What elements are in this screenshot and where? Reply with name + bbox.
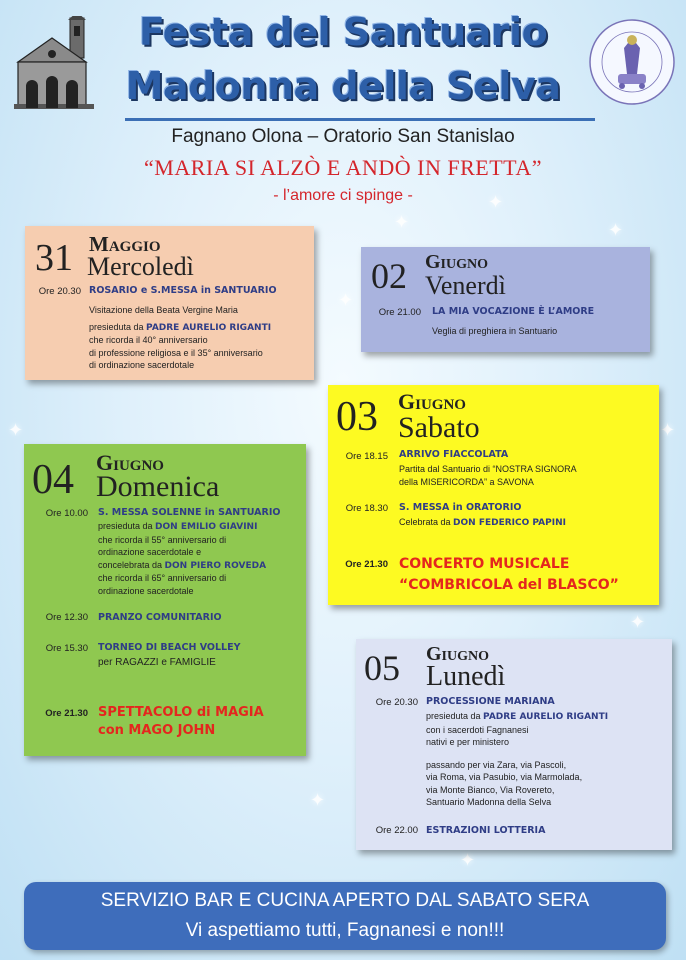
event-description <box>89 304 271 372</box>
weekday-label: Domenica <box>96 470 220 503</box>
event-time: Ore 18.15 <box>345 451 388 462</box>
event-description <box>399 516 566 530</box>
day-number: 31 <box>35 237 73 279</box>
sparkle-decoration: ✦ <box>394 212 410 233</box>
sparkle-decoration: ✦ <box>8 420 24 441</box>
title-line-2: Madonna della Selva <box>125 64 561 108</box>
tagline: - l’amore ci spinge - <box>273 187 413 204</box>
sparkle-decoration: ✦ <box>608 220 624 241</box>
event-line: di ordinazione sacerdotale <box>89 360 195 370</box>
month-label: Giugno <box>398 389 466 414</box>
subtitle-location: Fagnano Olona – Oratorio San Stanislao <box>171 126 515 147</box>
day-card-05-giugno <box>356 639 672 850</box>
event-description: Veglia di preghiera in Santuario <box>432 326 558 336</box>
event-title: LA MIA VOCAZIONE È L’AMORE <box>432 306 595 317</box>
event-line: ordinazione sacerdotale e <box>98 547 202 557</box>
event-title: S. MESSA in ORATORIO <box>399 502 522 513</box>
day-number: 04 <box>32 457 74 503</box>
event-title: TORNEO DI BEACH VOLLEY <box>98 642 241 653</box>
weekday-label: Venerdì <box>425 271 506 300</box>
month-label: Maggio <box>89 232 161 256</box>
sparkle-decoration: ✦ <box>310 790 326 811</box>
event-line: che ricorda il 55° anniversario di <box>98 534 227 545</box>
day-card-02-giugno <box>361 247 650 352</box>
event-title: ROSARIO e S.MESSA in SANTUARIO <box>89 285 277 296</box>
event-description <box>399 463 577 488</box>
day-card-03-giugno <box>328 385 659 605</box>
title-divider <box>125 118 595 121</box>
event-line: passando per via Zara, via Pascoli, <box>426 759 567 770</box>
weekday-label: Sabato <box>398 411 480 444</box>
event-time: Ore 12.30 <box>45 612 88 623</box>
day-card-04-giugno <box>24 444 306 756</box>
event-time: Ore 20.30 <box>38 286 81 297</box>
month-label: Giugno <box>426 643 490 665</box>
celebrant-name: DON EMILIO GIAVINI <box>155 522 258 532</box>
title-line-1: Festa del Santuario <box>138 10 548 54</box>
day-card-31-maggio <box>25 226 314 380</box>
day-number: 02 <box>371 256 407 296</box>
footer-invitation: Vi aspettiamo tutti, Fagnanesi e non!!! <box>185 920 505 941</box>
event-line: che ricorda il 65° anniversario di <box>98 573 227 583</box>
event-line: concelebrata da <box>98 559 165 570</box>
event-time: Ore 18.30 <box>345 503 388 514</box>
event-line: presieduta da <box>98 521 156 531</box>
celebrant-name: DON FEDERICO PAPINI <box>453 518 566 528</box>
event-time: Ore 22.00 <box>375 825 418 836</box>
event-line: via Roma, via Pasubio, via Marmolada, <box>426 772 583 782</box>
event-line: Partita dal Santuario di “NOSTRA SIGNORA <box>399 464 577 474</box>
event-title: PROCESSIONE MARIANA <box>426 696 555 707</box>
month-label: Giugno <box>425 251 489 273</box>
weekday-label: Lunedì <box>426 661 506 692</box>
event-description <box>426 710 608 809</box>
event-time: Ore 15.30 <box>45 643 88 654</box>
event-line: Celebrata da <box>399 517 454 527</box>
celebrant-name: PADRE AURELIO RIGANTI <box>483 712 609 722</box>
celebrant-name: PADRE AURELIO RIGANTI <box>146 322 272 333</box>
event-title: ESTRAZIONI LOTTERIA <box>426 825 546 836</box>
event-line: Santuario Madonna della Selva <box>426 797 552 807</box>
day-number: 03 <box>336 394 378 440</box>
footer-bar-service: SERVIZIO BAR E CUCINA APERTO DAL SABATO SERA <box>100 890 590 911</box>
event-title: PRANZO COMUNITARIO <box>98 612 222 623</box>
event-time: Ore 20.30 <box>375 697 418 708</box>
motto: “MARIA SI ALZÒ E ANDÒ IN FRETTA” <box>144 155 542 180</box>
event-line: della MISERICORDA” a SAVONA <box>399 476 534 487</box>
sparkle-decoration: ✦ <box>338 290 354 311</box>
event-line: di professione religiosa e il 35° anniversario <box>89 347 263 358</box>
event-title: ARRIVO FIACCOLATA <box>399 449 509 460</box>
celebrant-name: DON PIERO ROVEDA <box>164 560 267 571</box>
sparkle-decoration: ✦ <box>630 612 646 633</box>
event-description <box>98 520 266 597</box>
weekday-label: Mercoledì <box>87 252 194 281</box>
magic-show-title: SPETTACOLO di MAGIA <box>98 705 264 720</box>
month-label: Giugno <box>96 450 164 475</box>
magic-show-performer: con MAGO JOHN <box>98 723 216 738</box>
event-time: Ore 10.00 <box>45 508 88 519</box>
event-line: che ricorda il 40° anniversario <box>89 335 208 345</box>
event-line: ordinazione sacerdotale <box>98 585 194 596</box>
footer-banner <box>24 882 666 950</box>
concert-title: CONCERTO MUSICALE <box>399 556 570 572</box>
event-description: per RAGAZZI e FAMIGLIE <box>98 657 216 668</box>
event-line: con i sacerdoti Fagnanesi <box>426 724 529 735</box>
event-time: Ore 21.30 <box>45 708 88 719</box>
sparkle-decoration: ✦ <box>660 420 676 441</box>
event-line: presieduta da <box>426 711 484 721</box>
event-line: presieduta da <box>89 321 147 332</box>
band-name: “COMBRICOLA del BLASCO” <box>399 577 619 593</box>
event-title: S. MESSA SOLENNE in SANTUARIO <box>98 507 281 518</box>
event-time: Ore 21.00 <box>378 307 421 318</box>
day-number: 05 <box>364 648 400 688</box>
event-time: Ore 21.30 <box>345 559 388 570</box>
sparkle-decoration: ✦ <box>460 850 476 871</box>
event-line: via Monte Bianco, Via Rovereto, <box>426 784 555 795</box>
event-line: Visitazione della Beata Vergine Maria <box>89 305 238 315</box>
event-line: nativi e per ministero <box>426 737 510 747</box>
sparkle-decoration: ✦ <box>488 192 504 213</box>
